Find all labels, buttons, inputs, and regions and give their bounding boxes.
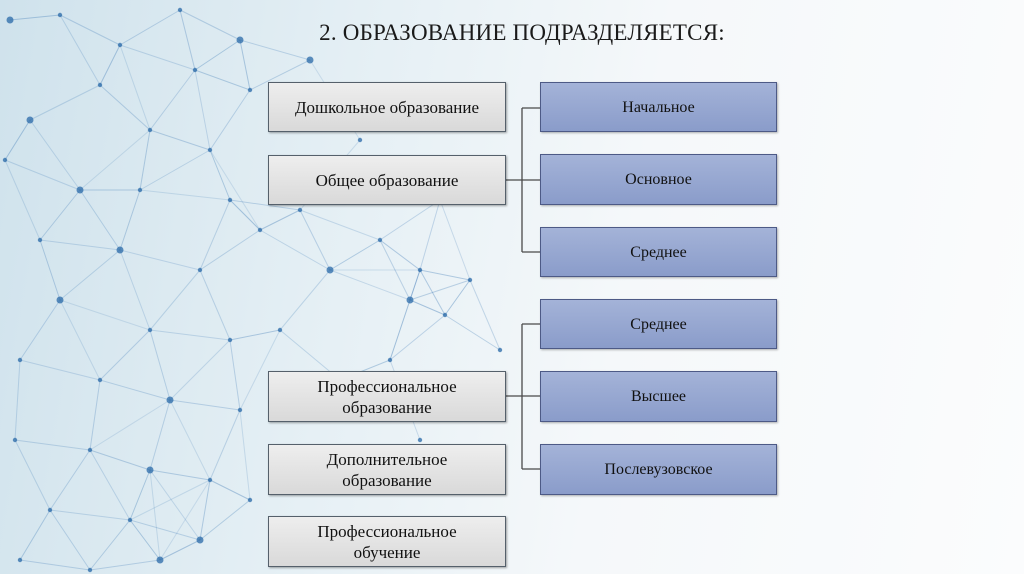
level-basic-box bbox=[540, 154, 777, 205]
professional-training-box bbox=[268, 516, 506, 567]
level-higher-box bbox=[540, 371, 777, 422]
preschool-education-label: Дошкольное образование bbox=[294, 97, 480, 117]
level-secondary-professional-box bbox=[540, 299, 777, 349]
level-primary-label: Начальное bbox=[622, 98, 695, 116]
level-postgraduate-box bbox=[540, 444, 777, 495]
level-secondary-general-label: Среднее bbox=[630, 243, 687, 261]
preschool-education-box bbox=[268, 82, 506, 132]
level-postgraduate-label: Послевузовское bbox=[604, 461, 713, 478]
level-basic-label: Основное bbox=[625, 171, 692, 188]
level-secondary-professional-label: Среднее bbox=[630, 315, 687, 333]
connector-professional bbox=[506, 324, 540, 469]
level-secondary-general-box bbox=[540, 227, 777, 277]
professional-education-box bbox=[268, 371, 506, 422]
level-higher-label: Высшее bbox=[630, 388, 687, 405]
professional-education-label: Профессиональное образование bbox=[317, 376, 457, 417]
page-title: 2. ОБРАЗОВАНИЕ ПОДРАЗДЕЛЯЕТСЯ: bbox=[319, 20, 725, 45]
general-education-box bbox=[268, 155, 506, 205]
professional-training-label: Профессиональное обучение bbox=[317, 521, 457, 562]
additional-education-box bbox=[268, 444, 506, 495]
connector-general bbox=[506, 108, 540, 252]
additional-education-label: Дополнительное образование bbox=[326, 449, 448, 490]
level-primary-box bbox=[540, 82, 777, 132]
general-education-label: Общее образование bbox=[315, 170, 459, 190]
